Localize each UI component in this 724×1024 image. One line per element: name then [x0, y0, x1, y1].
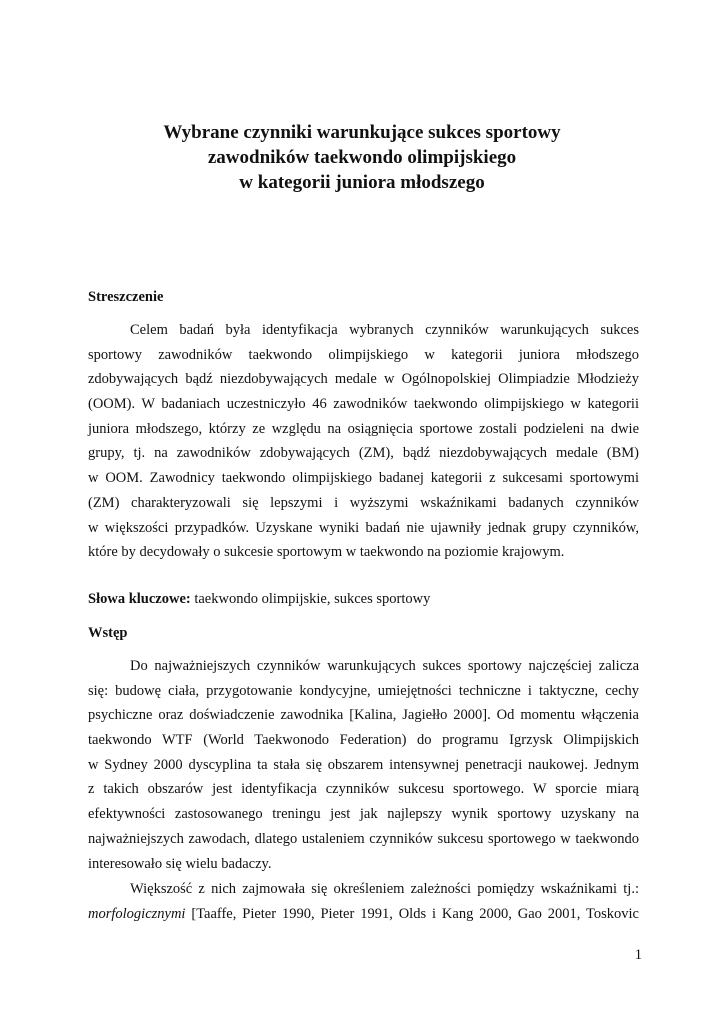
intro-line: najważniejszych zawodach, dlatego ustaleniem czynników sukcesu sportowego w taekwondo — [88, 830, 639, 847]
abstract-line: grupy, tj. na zawodników zdobywających (ZM), bądź niezdobywających medale (BM) — [88, 445, 639, 462]
intro-line: psychiczne oraz doświadczenie zawodnika [Kalina, Jagiełło 2000]. Od momentu włączenia — [88, 707, 639, 724]
intro-line-rest: [Taaffe, Pieter 1990, Pieter 1991, Olds i Kang 2000, Gao 2001, Toskovic — [185, 905, 639, 922]
italic-term: morfologicznymi — [88, 905, 186, 922]
page-number: 1 — [634, 947, 642, 963]
keywords — [88, 589, 430, 609]
intro-heading: Wstęp — [88, 625, 128, 641]
abstract-line: w OOM. Zawodnicy taekwondo olimpijskiego badanej kategorii z sukcesami sportowymi — [88, 470, 639, 487]
intro-line: z takich obszarów jest identyfikacja czynników sukcesu sportowego. W sporcie miarą — [88, 781, 639, 798]
abstract-line: zdobywających bądź niezdobywających medale w Ogólnopolskiej Olimpiadzie Młodzieży — [88, 371, 639, 388]
abstract-line: które by decydowały o sukcesie sportowym w taekwondo na poziomie krajowym. — [88, 544, 565, 561]
abstract-heading: Streszczenie — [88, 289, 164, 305]
intro-line: Do najważniejszych czynników warunkujących sukces sportowy najczęściej zalicza — [130, 658, 639, 674]
intro-line: Większość z nich zajmowała się określeniem zależności pomiędzy wskaźnikami tj.: — [130, 881, 639, 897]
intro-line: taekwondo WTF (World Taekwonodo Federation) do programu Igrzysk Olimpijskich — [88, 732, 639, 749]
title-line-1: Wybrane czynniki warunkujące sukces sportowy — [163, 122, 561, 143]
title-line-3: w kategorii juniora młodszego — [239, 172, 485, 193]
title-line-2: zawodników taekwondo olimpijskiego — [207, 147, 517, 168]
abstract-line: sportowy zawodników taekwondo olimpijskiego w kategorii juniora młodszego — [88, 346, 639, 363]
paper-title — [0, 120, 724, 195]
abstract-line: (ZM) charakteryzowali się lepszymi i wyższymi wskaźnikami badanych czynników — [88, 494, 639, 511]
intro-line — [88, 902, 639, 927]
keywords-label: Słowa kluczowe: — [88, 591, 191, 607]
intro-line: w Sydney 2000 dyscyplina ta stała się obszarem intensywnej penetracji naukowej. Jednym — [88, 756, 639, 773]
abstract-line: (OOM). W badaniach uczestniczyło 46 zawodników taekwondo olimpijskiego w kategorii — [88, 396, 639, 413]
intro-paragraph-1 — [88, 654, 639, 876]
abstract-line: Celem badań była identyfikacja wybranych czynników warunkujących sukces — [130, 322, 639, 338]
intro-line: się: budowę ciała, przygotowanie kondycyjne, umiejętności techniczne i taktyczne, cechy — [88, 682, 639, 699]
abstract-line: w większości przypadków. Uzyskane wyniki badań nie ujawniły jednak grupy czynników, — [88, 519, 639, 536]
intro-line: interesowało się wielu badaczy. — [88, 855, 272, 872]
intro-paragraph-2 — [88, 877, 639, 926]
abstract-line: juniora młodszego, którzy ze względu na osiągnięcia sportowe zostali podzieleni na dwie — [88, 420, 639, 437]
abstract-paragraph — [88, 318, 639, 565]
keywords-text: taekwondo olimpijskie, sukces sportowy — [190, 591, 431, 607]
intro-line: efektywności zastosowanego treningu jest jak najlepszy wynik sportowy uzyskany na — [88, 806, 639, 823]
